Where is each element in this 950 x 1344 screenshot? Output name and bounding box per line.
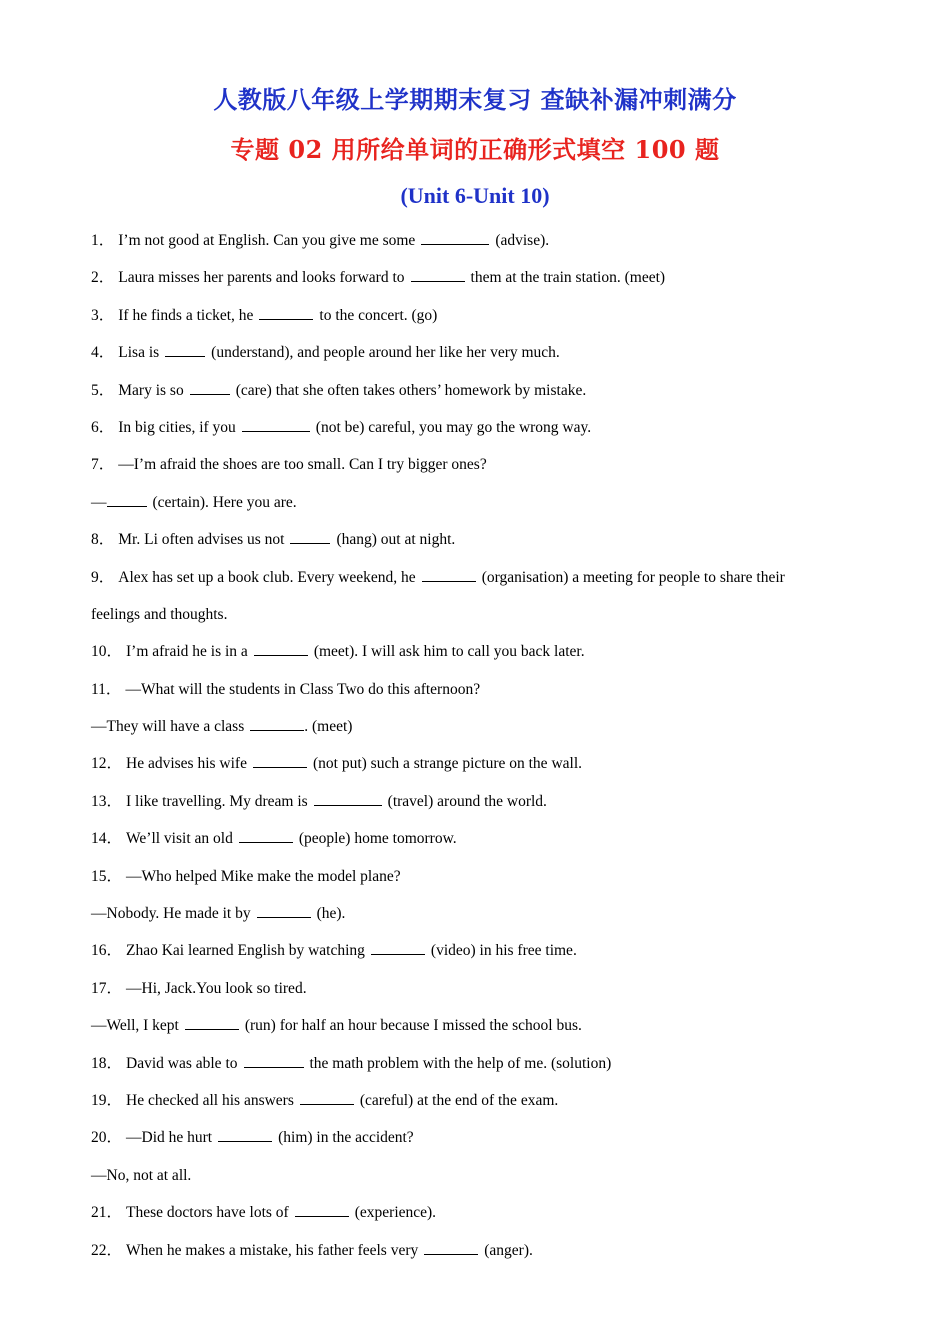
answer-blank[interactable] [107,491,147,507]
question-17-answer-line: —Well, I kept (run) for half an hour because I missed the school bus. [91,1013,871,1050]
answer-blank[interactable] [371,939,425,955]
answer-blank[interactable] [300,1089,354,1105]
answer-blank[interactable] [290,528,330,544]
answer-blank[interactable] [165,341,205,357]
question-21: 21． These doctors have lots of (experience). [91,1200,871,1237]
unit-range: (Unit 6-Unit 10) [400,183,550,208]
answer-blank[interactable] [314,790,382,806]
answer-blank[interactable] [424,1239,478,1255]
question-17: 17． —Hi, Jack.You look so tired. [91,979,307,997]
question-7-answer-line: — (certain). Here you are. [91,490,871,527]
answer-blank[interactable] [421,229,489,245]
question-3: 3． If he finds a ticket, he to the concert. (go) [91,303,871,340]
question-10: 10． I’m afraid he is in a (meet). I will ask him to call you back later. [91,639,871,676]
worksheet-subtitle: 专题 02 用所给单词的正确形式填空 100 题 [230,135,720,164]
answer-blank[interactable] [250,715,304,731]
question-11-answer-line: —They will have a class . (meet) [91,714,871,751]
question-4: 4． Lisa is (understand), and people around her like her very much. [91,340,871,377]
question-14: 14． We’ll visit an old (people) home tomorrow. [91,826,871,863]
question-9: 9． Alex has set up a book club. Every weekend, he (organisation) a meeting for people to share their [91,565,871,602]
question-22: 22． When he makes a mistake, his father feels very (anger). [91,1238,871,1275]
answer-blank[interactable] [422,566,476,582]
question-16: 16． Zhao Kai learned English by watching (video) in his free time. [91,938,871,975]
question-9-continued: feelings and thoughts. [91,605,228,623]
question-20-answer-line: —No, not at all. [91,1166,192,1184]
question-11: 11． —What will the students in Class Two do this afternoon? [91,680,481,698]
question-18: 18． David was able to the math problem with the help of me. (solution) [91,1051,871,1088]
answer-blank[interactable] [295,1201,349,1217]
question-15-answer-line: —Nobody. He made it by (he). [91,901,871,938]
question-12: 12． He advises his wife (not put) such a strange picture on the wall. [91,751,871,788]
answer-blank[interactable] [218,1126,272,1142]
answer-blank[interactable] [259,304,313,320]
question-7: 7． —I’m afraid the shoes are too small. Can I try bigger ones? [91,456,487,474]
question-1: 1． I’m not good at English. Can you give me some (advise). [91,228,871,265]
question-list [91,228,871,1275]
answer-blank[interactable] [190,379,230,395]
answer-blank[interactable] [257,902,311,918]
question-13: 13． I like travelling. My dream is (travel) around the world. [91,789,871,826]
question-20: 20． —Did he hurt (him) in the accident? [91,1125,871,1162]
question-5: 5． Mary is so (care) that she often takes others’ homework by mistake. [91,378,871,415]
answer-blank[interactable] [254,640,308,656]
answer-blank[interactable] [253,752,307,768]
answer-blank[interactable] [411,266,465,282]
answer-blank[interactable] [242,416,310,432]
answer-blank[interactable] [239,827,293,843]
question-6: 6． In big cities, if you (not be) careful, you may go the wrong way. [91,415,871,452]
answer-blank[interactable] [244,1052,304,1068]
worksheet-title: 人教版八年级上学期期末复习 查缺补漏冲刺满分 [213,85,737,114]
question-8: 8． Mr. Li often advises us not (hang) out at night. [91,527,871,564]
answer-blank[interactable] [185,1014,239,1030]
question-2: 2． Laura misses her parents and looks forward to them at the train station. (meet) [91,265,871,302]
question-15: 15． —Who helped Mike make the model plane? [91,867,401,885]
question-19: 19． He checked all his answers (careful) at the end of the exam. [91,1088,871,1125]
